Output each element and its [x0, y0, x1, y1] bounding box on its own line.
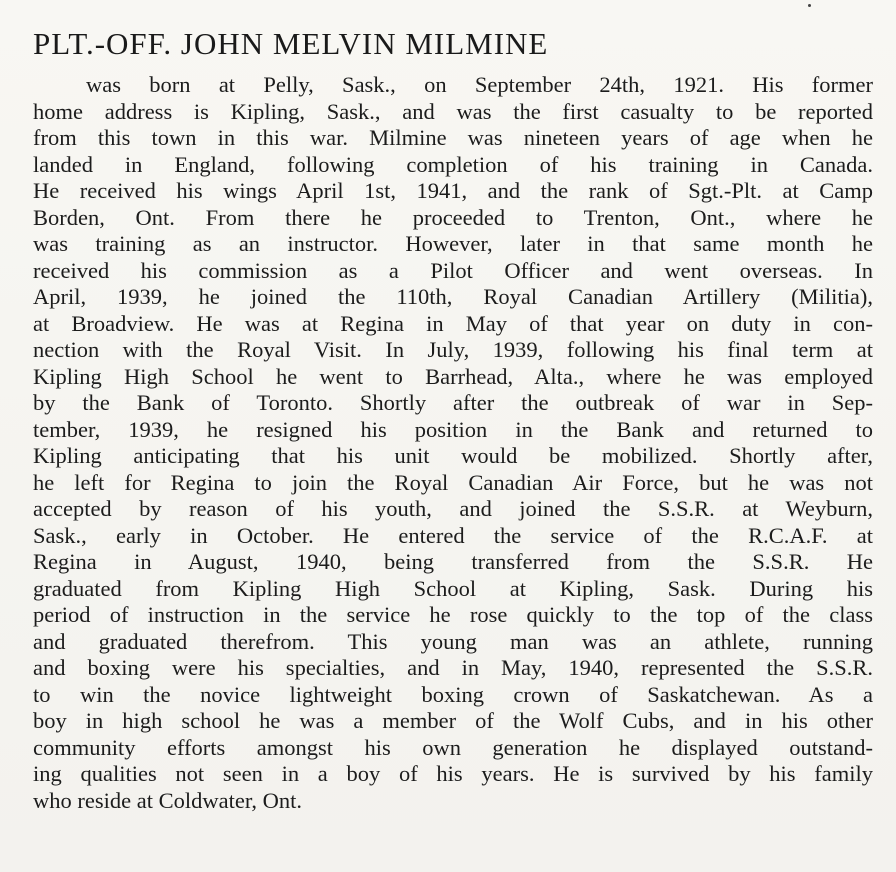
text-line: landed in England, following completion of his training in Canada. — [33, 151, 873, 177]
text-line: April, 1939, he joined the 110th, Royal Canadian Artillery (Militia), — [33, 284, 873, 309]
text-line: and boxing were his specialties, and in May, 1940, represented the S.S.R. — [33, 655, 873, 680]
text-line: Kipling High School he went to Barrhead, Alta., where he was employed — [33, 363, 873, 389]
text-line: home address is Kipling, Sask., and was the first casualty to be reported — [33, 98, 873, 124]
text-line: from this town in this war. Milmine was nineteen years of age when he — [33, 125, 873, 150]
text-line: boy in high school he was a member of the Wolf Cubs, and in his other — [33, 708, 873, 733]
speck-mark — [808, 4, 811, 7]
text-line: accepted by reason of his youth, and joined the S.S.R. at Weyburn, — [33, 496, 873, 521]
text-line: Regina in August, 1940, being transferred from the S.S.R. He — [33, 549, 873, 574]
text-line: period of instruction in the service he rose quickly to the top of the class — [33, 602, 873, 627]
text-line: nection with the Royal Visit. In July, 1939, following his final term at — [33, 337, 873, 362]
text-line: Sask., early in October. He entered the service of the R.C.A.F. at — [33, 522, 873, 548]
text-line: Borden, Ont. From there he proceeded to Trenton, Ont., where he — [33, 204, 873, 230]
text-line: ing qualities not seen in a boy of his years. He is survived by his family — [33, 761, 873, 786]
text-line: tember, 1939, he resigned his position in the Bank and returned to — [33, 416, 873, 442]
biography-paragraph — [33, 72, 873, 814]
text-line: graduated from Kipling High School at Kipling, Sask. During his — [33, 575, 873, 601]
text-line: was born at Pelly, Sask., on September 24th, 1921. His former — [86, 72, 873, 97]
text-line: community efforts amongst his own generation he displayed outstand- — [33, 734, 873, 760]
text-line: who reside at Coldwater, Ont. — [33, 787, 303, 813]
text-line: was training as an instructor. However, later in that same month he — [33, 231, 873, 256]
text-line: He received his wings April 1st, 1941, and the rank of Sgt.-Plt. at Camp — [33, 178, 873, 203]
text-line: received his commission as a Pilot Officer and went overseas. In — [33, 257, 873, 283]
text-line: and graduated therefrom. This young man was an athlete, running — [33, 628, 873, 654]
page-title: PLT.-OFF. JOHN MELVIN MILMINE — [33, 26, 549, 61]
text-line: at Broadview. He was at Regina in May of that year on duty in con- — [33, 310, 873, 336]
text-line: Kipling anticipating that his unit would be mobilized. Shortly after, — [33, 443, 873, 468]
text-line: by the Bank of Toronto. Shortly after the outbreak of war in Sep- — [33, 390, 873, 415]
text-line: to win the novice lightweight boxing crown of Saskatchewan. As a — [33, 681, 873, 707]
text-line: he left for Regina to join the Royal Canadian Air Force, but he was not — [33, 469, 873, 495]
